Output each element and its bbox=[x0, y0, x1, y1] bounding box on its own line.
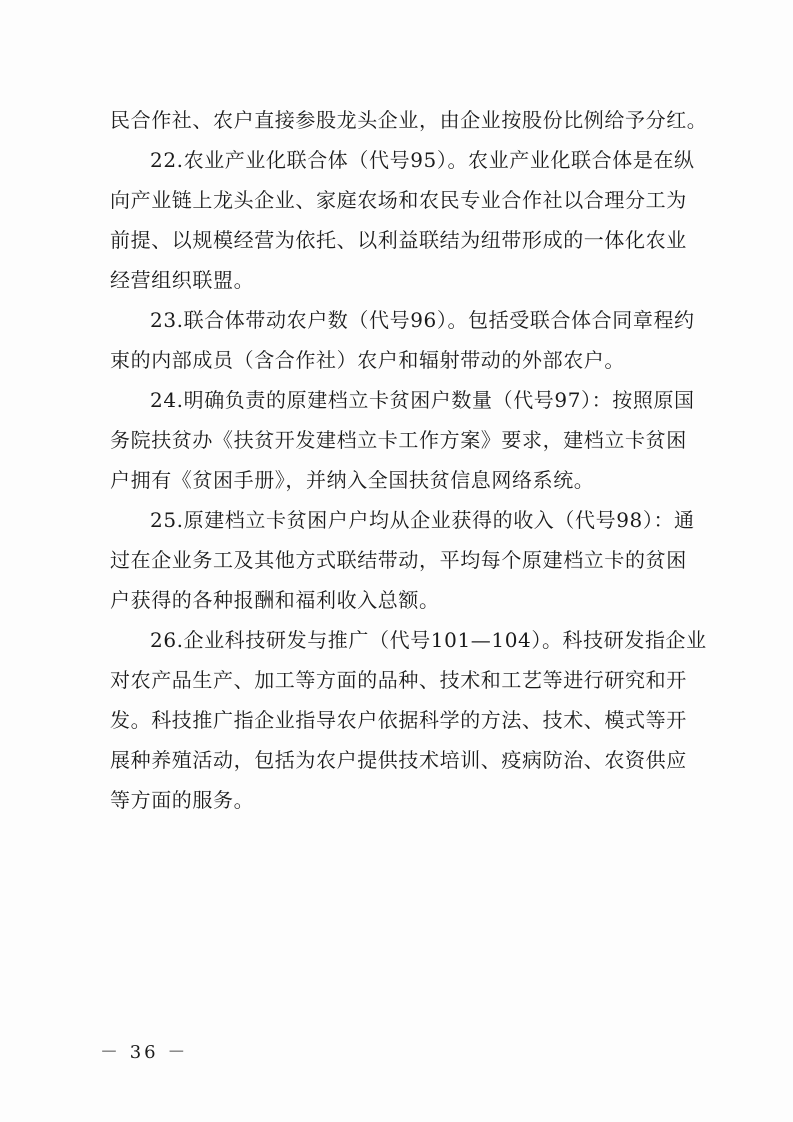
text-line: 24.明确负责的原建档立卡贫困户数量（代号97）：按照原国 bbox=[150, 388, 695, 412]
text-line: 过在企业务工及其他方式联结带动，平均每个原建档立卡的贫困 bbox=[110, 548, 687, 572]
text-line: 发。科技推广指企业指导农户依据科学的方法、技术、模式等开 bbox=[110, 708, 687, 732]
text-line: 25.原建档立卡贫困户户均从企业获得的收入（代号98）：通 bbox=[150, 508, 695, 532]
paragraph-24-poor-households-count bbox=[110, 380, 698, 500]
text-line: 22.农业产业化联合体（代号95）。农业产业化联合体是在纵 bbox=[150, 148, 695, 172]
text-line: 户拥有《贫困手册》，并纳入全国扶贫信息网络系统。 bbox=[110, 468, 595, 492]
text-line: 展种养殖活动，包括为农户提供技术培训、疫病防治、农资供应 bbox=[110, 748, 687, 772]
text-line: 等方面的服务。 bbox=[110, 788, 255, 812]
paragraph-26-tech-rnd bbox=[110, 620, 707, 820]
text-line: 对农产品生产、加工等方面的品种、技术和工艺等进行研究和开 bbox=[110, 668, 687, 692]
paragraph-continuation bbox=[110, 100, 708, 140]
text-line: 23.联合体带动农户数（代号96）。包括受联合体合同章程约 bbox=[150, 308, 695, 332]
text-line: 向产业链上龙头企业、家庭农场和农民专业合作社以合理分工为 bbox=[110, 188, 687, 212]
text-line: 民合作社、农户直接参股龙头企业，由企业按股份比例给予分红。 bbox=[110, 108, 708, 132]
page-number: － 36 － bbox=[100, 1042, 189, 1063]
text-line: 户获得的各种报酬和福利收入总额。 bbox=[110, 588, 440, 612]
text-line: 束的内部成员（含合作社）农户和辐射带动的外部农户。 bbox=[110, 348, 625, 372]
paragraph-25-household-income bbox=[110, 500, 698, 620]
text-line: 经营组织联盟。 bbox=[110, 268, 255, 292]
paragraph-22-agricultural-consortium bbox=[110, 140, 698, 300]
paragraph-23-households-driven bbox=[110, 300, 698, 380]
text-line: 前提、以规模经营为依托、以利益联结为纽带形成的一体化农业 bbox=[110, 228, 687, 252]
body-text bbox=[110, 100, 708, 820]
text-line: 务院扶贫办《扶贫开发建档立卡工作方案》要求，建档立卡贫困 bbox=[110, 428, 687, 452]
text-line: 26.企业科技研发与推广（代号101—104）。科技研发指企业 bbox=[150, 628, 707, 652]
